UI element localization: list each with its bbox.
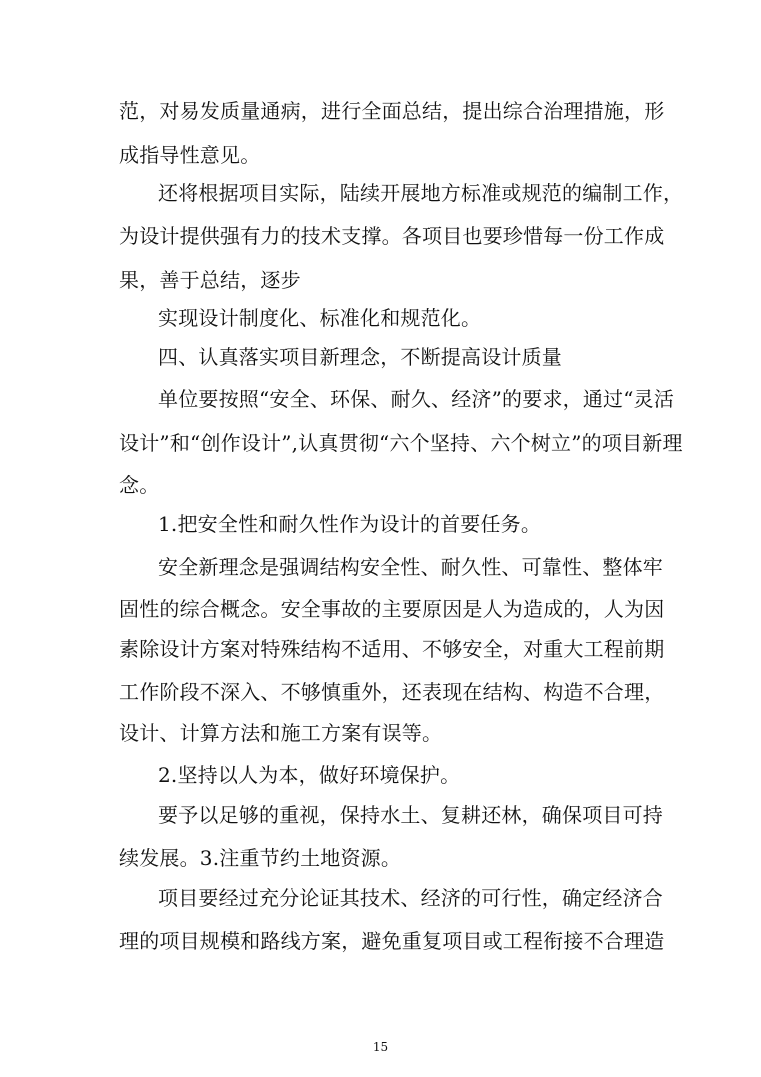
subheading: 2.坚持以人为本，做好环境保护。 xyxy=(158,763,461,787)
text-line: 理的项目规模和路线方案，避免重复项目或工程衔接不合理造 xyxy=(119,929,665,953)
text-line: 安全新理念是强调结构安全性、耐久性、可靠性、整体牢 xyxy=(158,555,663,579)
text-line: 果，善于总结，逐步 xyxy=(119,268,301,292)
subheading: 1.把安全性和耐久性作为设计的首要任务。 xyxy=(158,512,542,536)
text-line: 素除设计方案对特殊结构不适用、不够安全，对重大工程前期 xyxy=(119,637,665,661)
text-line: 工作阶段不深入、不够慎重外，还表现在结构、构造不合理， xyxy=(119,680,665,704)
text-line: 项目要经过充分论证其技术、经济的可行性，确定经济合 xyxy=(158,886,663,910)
text-line: 成指导性意见。 xyxy=(119,143,261,167)
text-line: 还将根据项目实际，陆续开展地方标准或规范的编制工作， xyxy=(158,181,684,205)
text-line: 要予以足够的重视，保持水土、复耕还林，确保项目可持 xyxy=(158,803,663,827)
text-line: 范，对易发质量通病，进行全面总结，提出综合治理措施，形 xyxy=(119,99,665,123)
text-line: 续发展。3.注重节约土地资源。 xyxy=(119,846,402,870)
text-line: 设计”和“创作设计”,认真贯彻“六个坚持、六个树立”的项目新理 xyxy=(119,431,683,455)
text-line: 单位要按照“安全、环保、耐久、经济”的要求，通过“灵活 xyxy=(158,387,675,411)
text-line: 设计、计算方法和施工方案有误等。 xyxy=(119,721,443,745)
text-line: 为设计提供强有力的技术支撑。各项目也要珍惜每一份工作成 xyxy=(119,224,665,248)
page-number: 15 xyxy=(372,1040,389,1054)
text-line: 念。 xyxy=(119,473,160,497)
section-heading: 四、认真落实项目新理念，不断提高设计质量 xyxy=(158,345,562,369)
text-line: 实现设计制度化、标准化和规范化。 xyxy=(158,306,482,330)
text-line: 固性的综合概念。安全事故的主要原因是人为造成的，人为因 xyxy=(119,597,665,621)
